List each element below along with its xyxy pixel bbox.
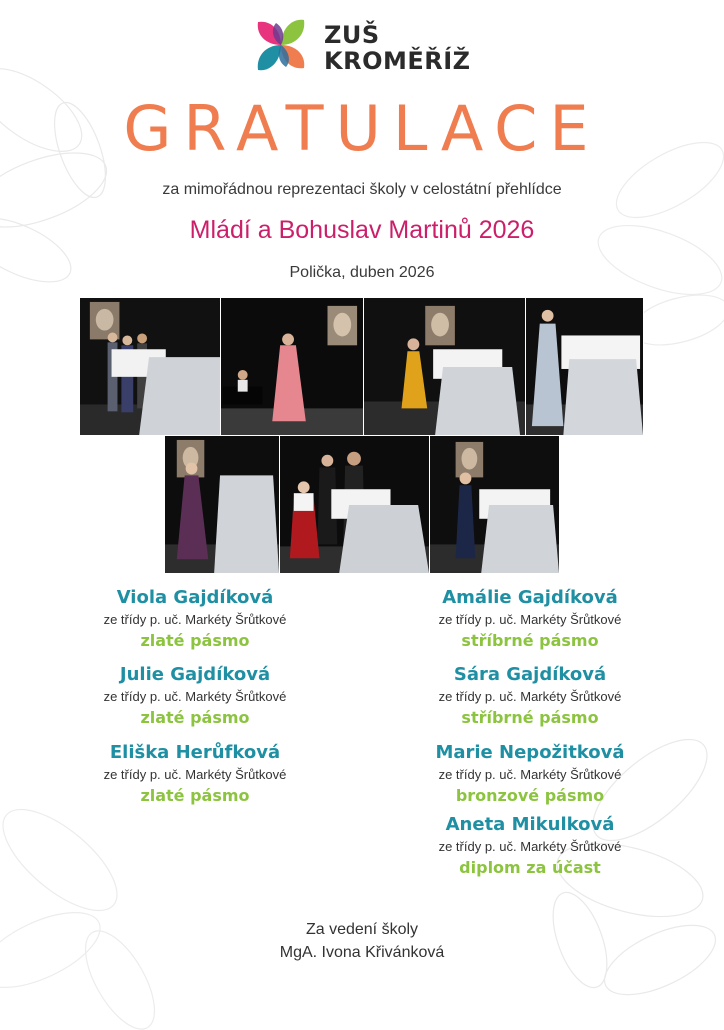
photo-three-performers-with-poster — [79, 297, 221, 436]
student-result: stříbrné pásmo — [461, 631, 599, 650]
signature-block — [0, 918, 724, 964]
student-left-2 — [25, 663, 365, 729]
student-class: ze třídy p. uč. Markéty Šrůtkové — [103, 767, 287, 782]
student-result: zlaté pásmo — [140, 708, 250, 727]
student-result: stříbrné pásmo — [461, 708, 599, 727]
student-name: Amálie Gajdíková — [442, 587, 618, 608]
subtitle: za mimořádnou reprezentaci školy v celostátní přehlídce — [162, 181, 562, 198]
photo-singer-light-blue-dress — [525, 297, 644, 436]
logo-line-2: KROMĚŘÍŽ — [324, 47, 471, 75]
student-result: bronzové pásmo — [455, 786, 605, 805]
student-result: zlaté pásmo — [140, 631, 250, 650]
background-flower-left-icon — [0, 40, 160, 300]
logo-line-1: ZUŠ — [324, 21, 380, 49]
student-class: ze třídy p. uč. Markéty Šrůtkové — [103, 612, 287, 627]
photo-singer-navy-dress — [429, 435, 560, 574]
student-right-3 — [360, 741, 700, 807]
student-class: ze třídy p. uč. Markéty Šrůtkové — [438, 839, 622, 854]
flower-logo-icon — [246, 10, 316, 80]
photo-singer-with-pianist — [220, 297, 364, 436]
student-name: Sára Gajdíková — [453, 664, 607, 685]
student-left-3 — [25, 741, 365, 807]
student-name: Eliška Herůfková — [109, 742, 281, 763]
student-name: Viola Gajdíková — [116, 587, 274, 608]
student-class: ze třídy p. uč. Markéty Šrůtkové — [438, 689, 622, 704]
signature-line-2: MgA. Ivona Křivánková — [279, 944, 445, 961]
event-name: Mládí a Bohuslav Martinů 2026 — [189, 216, 535, 244]
student-name: Marie Nepožitková — [435, 742, 625, 763]
student-class: ze třídy p. uč. Markéty Šrůtkové — [438, 767, 622, 782]
school-logo — [246, 10, 486, 82]
student-class: ze třídy p. uč. Markéty Šrůtkové — [103, 689, 287, 704]
photo-two-girls-with-teacher — [279, 435, 430, 574]
student-result: diplom za účast — [459, 858, 601, 877]
logo-text — [324, 22, 471, 74]
student-right-4 — [360, 813, 700, 879]
student-right-1 — [360, 586, 700, 652]
student-name: Julie Gajdíková — [119, 664, 271, 685]
event-place-date: Polička, duben 2026 — [289, 264, 435, 281]
student-left-1 — [25, 586, 365, 652]
student-right-2 — [360, 663, 700, 729]
page-title: GRATULACE — [123, 92, 601, 165]
student-result: zlaté pásmo — [140, 786, 250, 805]
signature-line-1: Za vedení školy — [305, 921, 419, 938]
photo-singer-purple-dress — [164, 435, 280, 574]
student-name: Aneta Mikulková — [445, 814, 615, 835]
student-class: ze třídy p. uč. Markéty Šrůtkové — [438, 612, 622, 627]
photo-singer-yellow-dress — [363, 297, 526, 436]
background-flower-bottom-left-icon — [0, 780, 190, 1030]
